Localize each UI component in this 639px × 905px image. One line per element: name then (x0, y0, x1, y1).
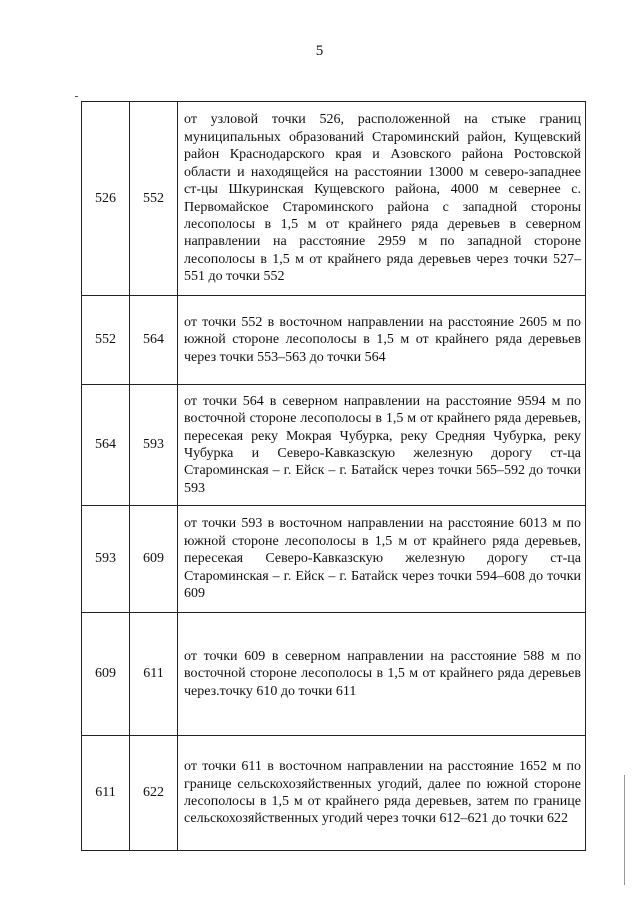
table-row (82, 102, 586, 296)
table-row (82, 385, 586, 506)
from-point-cell: 609 (82, 613, 130, 736)
scan-edge-mark (624, 775, 625, 885)
description-text: от точки 611 в восточном направлении на расстояние 1652 м по границе сельскохозяйственных угодий, далее по южной стороне лесополосы в 1,5 м от крайнего ряда деревьев, затем по границе сельскохозяйственных угодий через точки 612–621 до точки 622 (184, 759, 581, 827)
to-point-cell: 609 (130, 506, 178, 613)
description-text: от точки 593 в восточном направлении на расстояние 6013 м по южной стороне лесополосы в 1,5 м от крайнего ряда деревьев, пересекая Северо-Кавказскую железную дорогу ст-ца Староминская – г. Ейск – г. Батайск через точки 594–608 до точки 609 (184, 516, 581, 602)
to-point-cell: 593 (130, 385, 178, 506)
table-row (82, 506, 586, 613)
to-point-cell: 611 (130, 613, 178, 736)
description-text: от точки 552 в восточном направлении на расстояние 2605 м по южной стороне лесополосы в 1,5 м от крайнего ряда деревьев через точки 553–563 до точки 564 (184, 314, 581, 365)
from-point-cell: 564 (82, 385, 130, 506)
description-text: от точки 564 в северном направлении на расстояние 9594 м по восточной стороне лесополосы в 1,5 м от крайнего ряда деревьев, пересекая реку Мокрая Чубурка, реку Средняя Чубурка, реку Чубурка и Северо-Кавказскую железную дорогу ст-ца Староминская – г. Ейск – г. Батайск через точки 565–592 до точки 593 (184, 393, 581, 496)
description-cell (178, 736, 586, 851)
to-point-cell: 622 (130, 736, 178, 851)
from-point-cell: 526 (82, 102, 130, 296)
description-cell (178, 102, 586, 296)
from-point-cell: 552 (82, 296, 130, 385)
to-point-cell: 552 (130, 102, 178, 296)
scan-speck (75, 96, 78, 97)
description-cell (178, 385, 586, 506)
page-number: 5 (315, 43, 324, 59)
from-point-cell: 593 (82, 506, 130, 613)
description-cell (178, 296, 586, 385)
description-text: от узловой точки 526, расположенной на стыке границ муниципальных образований Староминский район, Кущевский район Краснодарского края и Азовского района Ростовской области и находящейся на расстоянии 13000 м северо-западнее ст-цы Шкуринская Кущевского района, 4000 м севернее с. Первомайское Староминского района с западной стороны лесополосы в 1,5 м от крайнего ряда деревьев в северном направлении на расстояние 2959 м по западной стороне лесополосы в 1,5 м от крайнего ряда деревьев через точки 527–551 до точки 552 (184, 112, 581, 285)
table-row (82, 613, 586, 736)
table-row (82, 736, 586, 851)
description-cell (178, 506, 586, 613)
boundary-points-table (81, 101, 586, 851)
description-text: от точки 609 в северном направлении на расстояние 588 м по восточной стороне лесополосы в 1,5 м от крайнего ряда деревьев через.точку 610 до точки 611 (184, 648, 581, 699)
to-point-cell: 564 (130, 296, 178, 385)
from-point-cell: 611 (82, 736, 130, 851)
description-cell (178, 613, 586, 736)
table-row (82, 296, 586, 385)
